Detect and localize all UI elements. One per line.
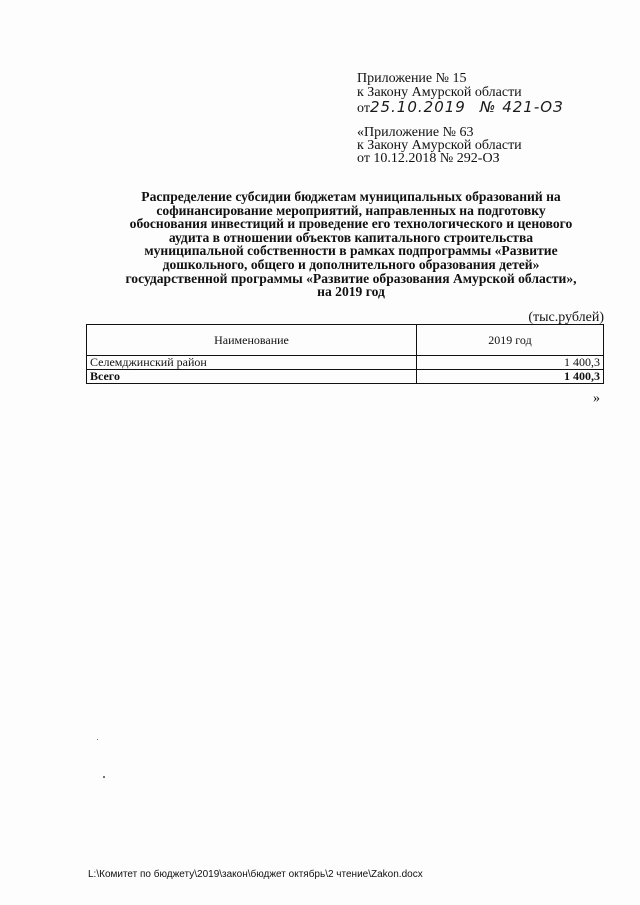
column-header-name: Наименование	[87, 325, 417, 356]
row-value: 1 400,3	[417, 356, 604, 370]
prior-appendix-date: от 10.12.2018 № 292-ОЗ	[357, 151, 500, 166]
document-title	[86, 190, 616, 299]
scan-speck	[97, 739, 98, 740]
title-line: государственной программы «Развитие образования Амурской области»,	[125, 270, 577, 286]
closing-quote: »	[593, 391, 600, 406]
appendix-law-ref: к Закону Амурской области	[357, 85, 522, 100]
title-line: софинансирование мероприятий, направленных на подготовку	[156, 202, 546, 218]
handwritten-date: 25.10.2019	[369, 98, 466, 116]
handwritten-law-number: № 421-ОЗ	[479, 98, 564, 116]
appendix-number: Приложение № 15	[357, 71, 467, 86]
table-header-row	[87, 325, 604, 356]
title-line: дошкольного, общего и дополнительного образования детей»	[162, 256, 540, 272]
scan-speck	[103, 776, 105, 778]
total-value: 1 400,3	[417, 370, 604, 384]
prior-appendix-header	[357, 126, 522, 165]
appendix-date-prefix: от	[357, 101, 370, 116]
subsidy-table	[86, 324, 604, 384]
appendix-date-line	[357, 100, 564, 116]
title-line: на 2019 год	[317, 284, 385, 300]
table-total-row	[87, 370, 604, 384]
row-name: Селемджинский район	[87, 356, 417, 370]
title-line: Распределение субсидии бюджетам муниципальных образований на	[141, 189, 561, 204]
appendix-header	[357, 72, 564, 116]
title-line: аудита в отношении объектов капитального строительства	[168, 229, 534, 245]
title-line: муниципальной собственности в рамках подпрограммы «Развитие	[144, 243, 558, 259]
title-line: обоснования инвестиций и проведение его технологического и ценового	[129, 216, 573, 232]
prior-appendix-law-ref: к Закону Амурской области	[357, 138, 522, 153]
column-header-year: 2019 год	[417, 325, 604, 356]
units-label: (тыс.рублей)	[528, 310, 604, 325]
total-label: Всего	[87, 370, 417, 384]
prior-appendix-number: «Приложение № 63	[357, 125, 474, 140]
file-path-footer: L:\Комитет по бюджету\2019\закон\бюджет октябрь\2 чтение\Zakon.docx	[88, 869, 423, 880]
table-row	[87, 356, 604, 370]
